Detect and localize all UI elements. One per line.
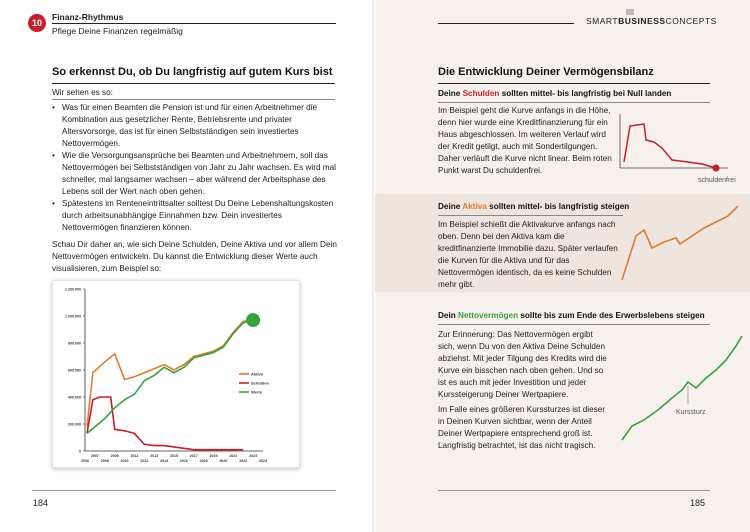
- x-tick-label: 2017: [189, 454, 198, 458]
- legend-label: Schulden: [251, 380, 270, 386]
- x-tick-label: 2007: [90, 454, 99, 458]
- x-tick-label: 2024: [259, 459, 267, 463]
- left-intro: Wir sehen es so:: [52, 88, 113, 97]
- page-number-right: 185: [690, 498, 706, 508]
- schulden-rule: [438, 102, 710, 103]
- x-tick-label: 2021: [229, 454, 238, 458]
- brand-logo-dots: [626, 9, 634, 15]
- x-tick-label: 2011: [130, 454, 139, 458]
- schulden-mini-chart: [618, 112, 736, 190]
- bullet-item: • Wie die Versorgungsansprüche bei Beamten und Arbeitnehmern, soll das Nettovermögen bei Selbstständigen von Jahr zu Jahr wachsen. Es wird mal schneller, mal langsamer wachsen – aber während der Arbeitsphase des Lebens soll der Wert nach oben gehen.: [52, 150, 336, 198]
- kurssturz-label: Kurssturz: [676, 409, 706, 416]
- schulden-body: Im Beispiel geht die Kurve anfangs in die Höhe, denn hier wurde eine Kreditfinanzierung für ein Haus abgeschlossen. Im weiteren Verlauf wird der Kredit getilgt, auch mit Sondertilgungen. Daher verläuft die Kurve nicht linear. Beim roten Punkt warst Du schuldenfrei.: [438, 106, 612, 175]
- x-tick-label: 2018: [199, 459, 208, 463]
- y-tick-label: 400.000: [68, 395, 81, 400]
- x-tick-label: 2020: [219, 459, 228, 463]
- x-tick-label: 2023: [249, 454, 258, 458]
- left-heading-rule: [52, 83, 335, 84]
- legend-label: Werte: [251, 389, 263, 395]
- x-tick-label: 2009: [110, 454, 119, 458]
- nettovermoegen-heading: Dein Nettovermögen sollte bis zum Ende des Erwerbslebens steigen: [438, 311, 705, 320]
- legend-label: Aktiva: [251, 371, 264, 377]
- x-tick-label: 2016: [179, 459, 188, 463]
- x-tick-label: 2008: [100, 459, 109, 463]
- x-tick-label: 2014: [160, 459, 169, 463]
- schulden-heading: Deine Schulden sollten mittel- bis langfristig bei Null landen: [438, 89, 672, 98]
- right-heading: Die Entwicklung Deiner Vermögensbilanz: [438, 66, 654, 78]
- nettovermoegen-mini-chart: [618, 330, 746, 448]
- chapter-subtitle: Pflege Deine Finanzen regelmäßig: [52, 26, 183, 36]
- y-tick-label: 0: [79, 449, 81, 454]
- nettovermoegen-body-2: Im Falle eines größeren Kurssturzes ist dieser in Deinen Kurven sichtbar, wenn der Anteil Deiner Wertpapiere entsprechend groß ist. Langfristig betrachtet, ist das nicht tragisch.: [438, 405, 605, 450]
- footer-rule-right: [438, 490, 710, 491]
- right-heading-rule: [438, 83, 710, 84]
- chapter-title: Finanz-Rhythmus: [52, 12, 124, 22]
- series-line-werte: [87, 320, 253, 433]
- schulden-mini-label: schuldenfrei: [698, 177, 736, 184]
- header-rule: [52, 23, 336, 24]
- brand-logo: SMARTBUSINESSCONCEPTS: [586, 16, 717, 26]
- wealth-line-chart: [53, 281, 301, 469]
- series-line-schulden: [87, 397, 243, 450]
- x-tick-label: 2019: [209, 454, 218, 458]
- x-tick-label: 2010: [120, 459, 129, 463]
- left-bullet-list: [52, 102, 336, 234]
- header-rule-right: [438, 23, 574, 24]
- y-tick-label: 1.000.000: [65, 314, 81, 319]
- y-tick-label: 800.000: [68, 341, 81, 346]
- chapter-number-badge: 10: [28, 14, 46, 32]
- nettovermoegen-body-1: Zur Erinnerung: Das Nettovermögen ergibt sich, wenn Du von den Aktiva Deine Schulden abziehst. Mit jeder Tilgung des Kredits wird die Kurve ein bisschen nach oben gehen. Und so ist es auch mit jeder Investition und jeder Kurssteigerung Deiner Wertpapiere.: [438, 330, 607, 399]
- y-tick-label: 1.200.000: [65, 287, 81, 292]
- nettovermoegen-rule: [438, 324, 710, 325]
- page-number-left: 184: [33, 498, 49, 508]
- x-tick-label: 2013: [150, 454, 159, 458]
- aktiva-heading: Deine Aktiva sollten mittel- bis langfristig steigen: [438, 202, 630, 211]
- bullet-item: • Was für einen Beamten die Pension ist und für einen Arbeitnehmer die Kombination aus gesetzlicher Rente, Betriebsrente und privater Altersvorsorge, das ist für einen Selbstständigen sein investiertes Nettovermögen.: [52, 102, 336, 150]
- y-tick-label: 600.000: [68, 368, 81, 373]
- aktiva-mini-chart: [620, 196, 745, 286]
- aktiva-body: Im Beispiel schießt die Aktivakurve anfangs nach oben. Denn bei den Aktiva kam die kreditfinanzierte Immobilie dazu. Später verlaufen die Kurven für die Aktiva und für das Nettovermögen identisch, da es keine Schulden mehr gibt.: [438, 220, 618, 289]
- footer-rule: [32, 490, 336, 491]
- aktiva-rule: [438, 215, 623, 216]
- intro-rule: [52, 99, 335, 100]
- x-tick-label: 2012: [140, 459, 149, 463]
- bullet-item: • Spätestens im Renteneintrittsalter solltest Du Deine Lebenshaltungskosten durch arbeitsunabhängige Einnahmen bzw. Dein investiertes Nettovermögen finanzieren können.: [52, 198, 336, 234]
- y-tick-label: 200.000: [68, 422, 81, 427]
- left-closing-paragraph: Schau Dir daher an, wie sich Deine Schulden, Deine Aktiva und vor allem Dein Nettovermögen entwickeln. Du kannst die Entwicklung dieser Werte auch visualisieren, zum Beispiel so:: [52, 240, 337, 273]
- x-tick-label: 2015: [170, 454, 178, 458]
- left-heading: So erkennst Du, ob Du langfristig auf gutem Kurs bist: [52, 66, 333, 78]
- wealth-chart-card: [52, 280, 300, 468]
- endpoint-marker: [246, 313, 260, 327]
- x-tick-label: 2022: [239, 459, 248, 463]
- x-tick-label: 2006: [81, 459, 89, 463]
